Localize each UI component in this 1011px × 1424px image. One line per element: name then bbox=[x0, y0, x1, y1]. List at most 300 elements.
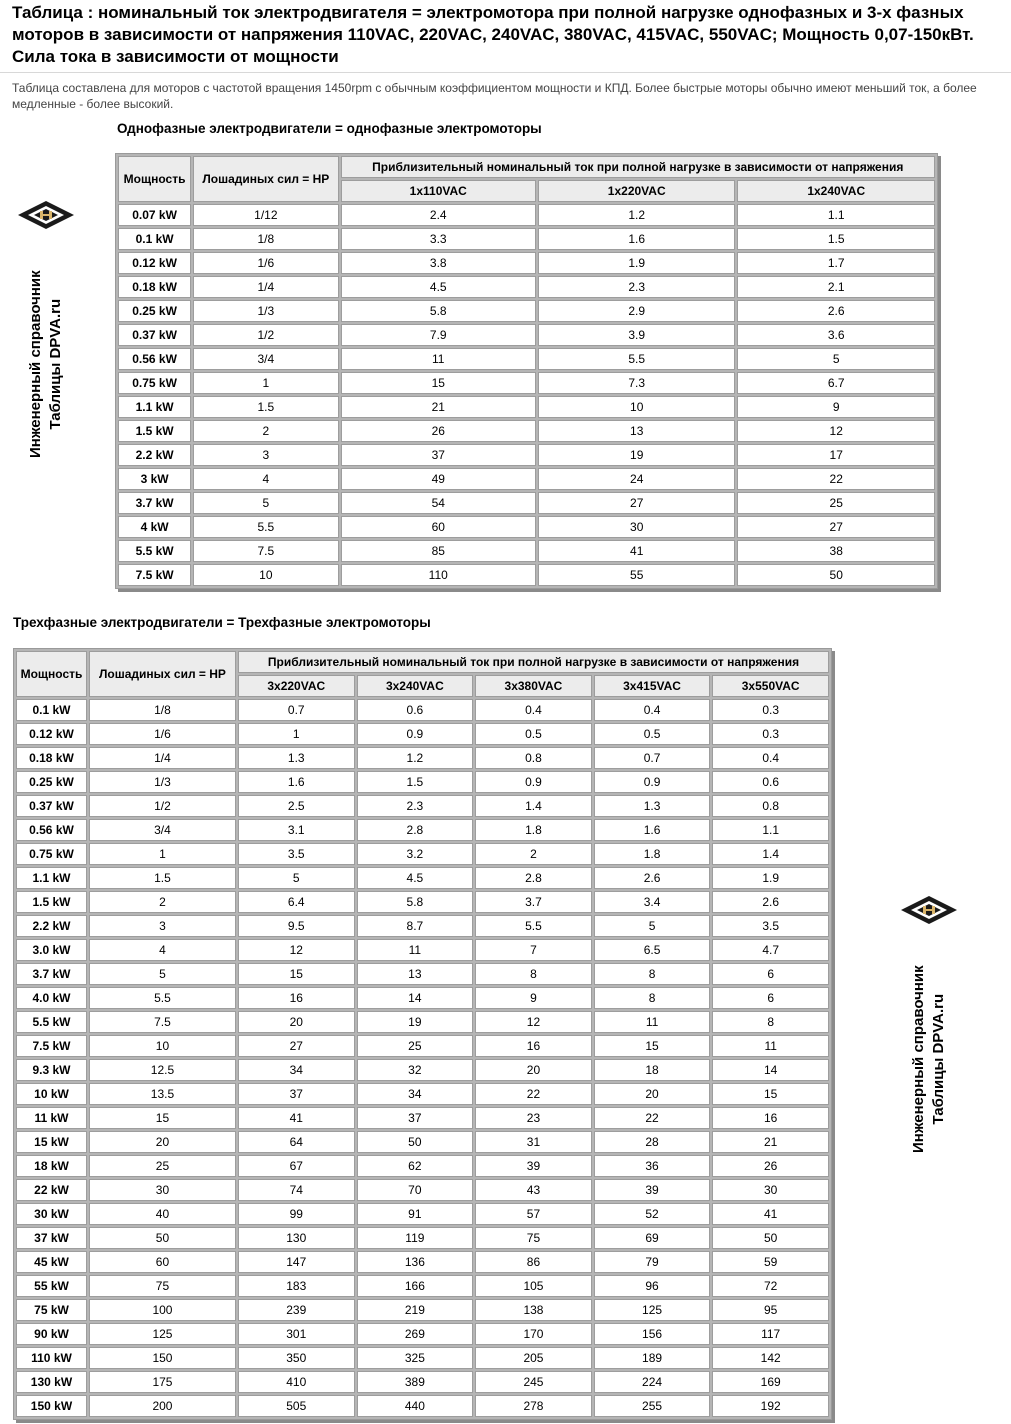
current-cell: 31 bbox=[475, 1131, 592, 1153]
hp-cell: 1/6 bbox=[193, 252, 338, 274]
table-row bbox=[118, 492, 935, 514]
current-cell: 96 bbox=[594, 1275, 711, 1297]
table-row bbox=[16, 795, 829, 817]
current-cell: 24 bbox=[538, 468, 735, 490]
power-cell: 2.2 kW bbox=[16, 915, 87, 937]
table-row bbox=[16, 1035, 829, 1057]
table-row bbox=[16, 915, 829, 937]
current-cell: 269 bbox=[357, 1323, 474, 1345]
table-row bbox=[118, 324, 935, 346]
current-cell: 59 bbox=[712, 1251, 829, 1273]
table-row bbox=[118, 348, 935, 370]
current-cell: 245 bbox=[475, 1371, 592, 1393]
current-cell: 0.4 bbox=[475, 699, 592, 721]
current-cell: 5.8 bbox=[341, 300, 536, 322]
power-cell: 18 kW bbox=[16, 1155, 87, 1177]
current-cell: 60 bbox=[341, 516, 536, 538]
current-cell: 166 bbox=[357, 1275, 474, 1297]
current-cell: 22 bbox=[475, 1083, 592, 1105]
current-cell: 15 bbox=[341, 372, 536, 394]
current-cell: 36 bbox=[594, 1155, 711, 1177]
current-cell: 3.5 bbox=[712, 915, 829, 937]
power-cell: 0.07 kW bbox=[118, 204, 191, 226]
hp-cell: 4 bbox=[193, 468, 338, 490]
current-cell: 169 bbox=[712, 1371, 829, 1393]
current-cell: 0.3 bbox=[712, 723, 829, 745]
current-cell: 12 bbox=[737, 420, 935, 442]
table-row bbox=[16, 819, 829, 841]
current-cell: 2.8 bbox=[357, 819, 474, 841]
hp-cell: 1/8 bbox=[193, 228, 338, 250]
table-row bbox=[16, 1107, 829, 1129]
current-cell: 7.9 bbox=[341, 324, 536, 346]
current-cell: 1.2 bbox=[538, 204, 735, 226]
current-cell: 0.4 bbox=[712, 747, 829, 769]
current-cell: 5 bbox=[238, 867, 355, 889]
hp-cell: 100 bbox=[89, 1299, 236, 1321]
current-cell: 22 bbox=[594, 1107, 711, 1129]
current-cell: 50 bbox=[357, 1131, 474, 1153]
hp-cell: 1 bbox=[193, 372, 338, 394]
current-cell: 85 bbox=[341, 540, 536, 562]
current-cell: 17 bbox=[737, 444, 935, 466]
current-cell: 2 bbox=[475, 843, 592, 865]
current-cell: 9 bbox=[475, 987, 592, 1009]
current-cell: 0.9 bbox=[594, 771, 711, 793]
current-cell: 41 bbox=[538, 540, 735, 562]
current-cell: 0.5 bbox=[475, 723, 592, 745]
current-cell: 440 bbox=[357, 1395, 474, 1417]
hp-cell: 1.5 bbox=[89, 867, 236, 889]
header-hp: Лошадиных сил = HP bbox=[193, 156, 338, 202]
current-cell: 4.5 bbox=[357, 867, 474, 889]
hp-cell: 1/4 bbox=[89, 747, 236, 769]
single-phase-title: Однофазные электродвигатели = однофазные электромоторы bbox=[117, 121, 542, 136]
header-current: Приблизительный номинальный ток при полной нагрузке в зависимости от напряжения bbox=[341, 156, 935, 178]
power-cell: 0.18 kW bbox=[118, 276, 191, 298]
current-cell: 6 bbox=[712, 963, 829, 985]
hp-cell: 5.5 bbox=[193, 516, 338, 538]
current-cell: 49 bbox=[341, 468, 536, 490]
current-cell: 27 bbox=[238, 1035, 355, 1057]
page-title: Таблица : номинальный ток электродвигателя = электромотора при полной нагрузке однофазных и 3-х фазных моторов в зависимости от напряжения 110VAC, 220VAC, 240VAC, 380VAC, 415VAC, 550VAC; Мощность 0,07-150кВт. Сила тока в зависимости от мощности bbox=[12, 3, 974, 66]
current-cell: 3.3 bbox=[341, 228, 536, 250]
power-cell: 37 kW bbox=[16, 1227, 87, 1249]
table-row bbox=[16, 723, 829, 745]
header-voltage: 3x380VAC bbox=[475, 675, 592, 697]
current-cell: 27 bbox=[737, 516, 935, 538]
hp-cell: 1/3 bbox=[89, 771, 236, 793]
power-cell: 4.0 kW bbox=[16, 987, 87, 1009]
table-row bbox=[16, 1011, 829, 1033]
table-row bbox=[16, 1299, 829, 1321]
power-cell: 5.5 kW bbox=[118, 540, 191, 562]
current-cell: 18 bbox=[594, 1059, 711, 1081]
current-cell: 130 bbox=[238, 1227, 355, 1249]
hp-cell: 1/8 bbox=[89, 699, 236, 721]
current-cell: 95 bbox=[712, 1299, 829, 1321]
hp-cell: 200 bbox=[89, 1395, 236, 1417]
single-phase-table bbox=[115, 153, 938, 589]
table-row bbox=[118, 396, 935, 418]
current-cell: 9 bbox=[737, 396, 935, 418]
current-cell: 3.6 bbox=[737, 324, 935, 346]
divider bbox=[0, 72, 1011, 73]
current-cell: 5.8 bbox=[357, 891, 474, 913]
current-cell: 34 bbox=[238, 1059, 355, 1081]
current-cell: 183 bbox=[238, 1275, 355, 1297]
current-cell: 0.8 bbox=[475, 747, 592, 769]
power-cell: 3.7 kW bbox=[16, 963, 87, 985]
table-row bbox=[118, 564, 935, 586]
power-cell: 1.1 kW bbox=[118, 396, 191, 418]
current-cell: 41 bbox=[712, 1203, 829, 1225]
power-cell: 0.12 kW bbox=[118, 252, 191, 274]
current-cell: 21 bbox=[341, 396, 536, 418]
current-cell: 20 bbox=[594, 1083, 711, 1105]
power-cell: 30 kW bbox=[16, 1203, 87, 1225]
hp-cell: 3 bbox=[89, 915, 236, 937]
power-cell: 0.75 kW bbox=[16, 843, 87, 865]
current-cell: 2.8 bbox=[475, 867, 592, 889]
current-cell: 79 bbox=[594, 1251, 711, 1273]
current-cell: 70 bbox=[357, 1179, 474, 1201]
power-cell: 130 kW bbox=[16, 1371, 87, 1393]
table-row bbox=[16, 771, 829, 793]
current-cell: 3.1 bbox=[238, 819, 355, 841]
current-cell: 2.6 bbox=[712, 891, 829, 913]
current-cell: 52 bbox=[594, 1203, 711, 1225]
hp-cell: 1/6 bbox=[89, 723, 236, 745]
header-hp: Лошадиных сил = HP bbox=[89, 651, 236, 697]
current-cell: 205 bbox=[475, 1347, 592, 1369]
current-cell: 39 bbox=[475, 1155, 592, 1177]
header-voltage: 3x240VAC bbox=[357, 675, 474, 697]
hp-cell: 1.5 bbox=[193, 396, 338, 418]
current-cell: 20 bbox=[238, 1011, 355, 1033]
power-cell: 0.56 kW bbox=[118, 348, 191, 370]
current-cell: 3.8 bbox=[341, 252, 536, 274]
current-cell: 10 bbox=[538, 396, 735, 418]
current-cell: 54 bbox=[341, 492, 536, 514]
current-cell: 119 bbox=[357, 1227, 474, 1249]
current-cell: 6.7 bbox=[737, 372, 935, 394]
current-cell: 5 bbox=[594, 915, 711, 937]
current-cell: 3.7 bbox=[475, 891, 592, 913]
current-cell: 1.4 bbox=[475, 795, 592, 817]
current-cell: 2.3 bbox=[538, 276, 735, 298]
current-cell: 7.3 bbox=[538, 372, 735, 394]
current-cell: 15 bbox=[712, 1083, 829, 1105]
table-row bbox=[16, 867, 829, 889]
header-voltage: 1x240VAC bbox=[737, 180, 935, 202]
current-cell: 5.5 bbox=[538, 348, 735, 370]
current-cell: 37 bbox=[341, 444, 536, 466]
current-cell: 27 bbox=[538, 492, 735, 514]
current-cell: 11 bbox=[594, 1011, 711, 1033]
current-cell: 189 bbox=[594, 1347, 711, 1369]
hp-cell: 1 bbox=[89, 843, 236, 865]
power-cell: 150 kW bbox=[16, 1395, 87, 1417]
current-cell: 86 bbox=[475, 1251, 592, 1273]
current-cell: 0.6 bbox=[357, 699, 474, 721]
current-cell: 0.3 bbox=[712, 699, 829, 721]
current-cell: 99 bbox=[238, 1203, 355, 1225]
current-cell: 278 bbox=[475, 1395, 592, 1417]
current-cell: 16 bbox=[475, 1035, 592, 1057]
watermark-text: Инженерный справочник Таблицы DPVA.ru bbox=[27, 270, 64, 458]
table-row bbox=[16, 1347, 829, 1369]
hp-cell: 3/4 bbox=[193, 348, 338, 370]
current-cell: 11 bbox=[357, 939, 474, 961]
header-voltage: 3x550VAC bbox=[712, 675, 829, 697]
hp-cell: 20 bbox=[89, 1131, 236, 1153]
header-current: Приблизительный номинальный ток при полной нагрузке в зависимости от напряжения bbox=[238, 651, 829, 673]
power-cell: 55 kW bbox=[16, 1275, 87, 1297]
power-cell: 3 kW bbox=[118, 468, 191, 490]
power-cell: 10 kW bbox=[16, 1083, 87, 1105]
power-cell: 0.37 kW bbox=[16, 795, 87, 817]
current-cell: 34 bbox=[357, 1083, 474, 1105]
hp-cell: 50 bbox=[89, 1227, 236, 1249]
current-cell: 37 bbox=[238, 1083, 355, 1105]
current-cell: 14 bbox=[357, 987, 474, 1009]
current-cell: 2.3 bbox=[357, 795, 474, 817]
power-cell: 4 kW bbox=[118, 516, 191, 538]
current-cell: 69 bbox=[594, 1227, 711, 1249]
header-power: Мощность bbox=[16, 651, 87, 697]
current-cell: 6.5 bbox=[594, 939, 711, 961]
current-cell: 350 bbox=[238, 1347, 355, 1369]
current-cell: 13 bbox=[357, 963, 474, 985]
current-cell: 1.6 bbox=[238, 771, 355, 793]
hp-cell: 3/4 bbox=[89, 819, 236, 841]
hp-cell: 5.5 bbox=[89, 987, 236, 1009]
current-cell: 3.5 bbox=[238, 843, 355, 865]
hp-cell: 1/12 bbox=[193, 204, 338, 226]
current-cell: 72 bbox=[712, 1275, 829, 1297]
hp-cell: 5 bbox=[193, 492, 338, 514]
current-cell: 110 bbox=[341, 564, 536, 586]
current-cell: 1 bbox=[238, 723, 355, 745]
hp-cell: 1/2 bbox=[193, 324, 338, 346]
current-cell: 4.5 bbox=[341, 276, 536, 298]
current-cell: 15 bbox=[238, 963, 355, 985]
current-cell: 67 bbox=[238, 1155, 355, 1177]
current-cell: 50 bbox=[737, 564, 935, 586]
hp-cell: 4 bbox=[89, 939, 236, 961]
current-cell: 3.4 bbox=[594, 891, 711, 913]
current-cell: 43 bbox=[475, 1179, 592, 1201]
current-cell: 5 bbox=[737, 348, 935, 370]
current-cell: 0.5 bbox=[594, 723, 711, 745]
current-cell: 12 bbox=[238, 939, 355, 961]
current-cell: 301 bbox=[238, 1323, 355, 1345]
power-cell: 45 kW bbox=[16, 1251, 87, 1273]
current-cell: 8 bbox=[594, 987, 711, 1009]
power-cell: 90 kW bbox=[16, 1323, 87, 1345]
current-cell: 91 bbox=[357, 1203, 474, 1225]
current-cell: 3.9 bbox=[538, 324, 735, 346]
current-cell: 0.9 bbox=[357, 723, 474, 745]
table-row bbox=[16, 1203, 829, 1225]
current-cell: 1.1 bbox=[712, 819, 829, 841]
power-cell: 9.3 kW bbox=[16, 1059, 87, 1081]
table-row bbox=[16, 963, 829, 985]
hp-cell: 3 bbox=[193, 444, 338, 466]
table-row bbox=[16, 939, 829, 961]
table-row bbox=[16, 1251, 829, 1273]
current-cell: 325 bbox=[357, 1347, 474, 1369]
current-cell: 6.4 bbox=[238, 891, 355, 913]
hp-cell: 15 bbox=[89, 1107, 236, 1129]
current-cell: 19 bbox=[538, 444, 735, 466]
current-cell: 12 bbox=[475, 1011, 592, 1033]
hp-cell: 60 bbox=[89, 1251, 236, 1273]
current-cell: 1.7 bbox=[737, 252, 935, 274]
current-cell: 239 bbox=[238, 1299, 355, 1321]
table-row bbox=[118, 300, 935, 322]
current-cell: 0.7 bbox=[238, 699, 355, 721]
current-cell: 1.2 bbox=[357, 747, 474, 769]
hp-cell: 5 bbox=[89, 963, 236, 985]
current-cell: 0.9 bbox=[475, 771, 592, 793]
hp-cell: 7.5 bbox=[89, 1011, 236, 1033]
current-cell: 170 bbox=[475, 1323, 592, 1345]
table-row bbox=[118, 444, 935, 466]
current-cell: 156 bbox=[594, 1323, 711, 1345]
hp-cell: 2 bbox=[193, 420, 338, 442]
current-cell: 26 bbox=[712, 1155, 829, 1177]
current-cell: 125 bbox=[594, 1299, 711, 1321]
current-cell: 8 bbox=[594, 963, 711, 985]
current-cell: 0.4 bbox=[594, 699, 711, 721]
power-cell: 2.2 kW bbox=[118, 444, 191, 466]
current-cell: 62 bbox=[357, 1155, 474, 1177]
table-row bbox=[118, 204, 935, 226]
current-cell: 64 bbox=[238, 1131, 355, 1153]
current-cell: 1.6 bbox=[538, 228, 735, 250]
current-cell: 15 bbox=[594, 1035, 711, 1057]
current-cell: 21 bbox=[712, 1131, 829, 1153]
current-cell: 25 bbox=[357, 1035, 474, 1057]
current-cell: 22 bbox=[737, 468, 935, 490]
hp-cell: 40 bbox=[89, 1203, 236, 1225]
current-cell: 75 bbox=[475, 1227, 592, 1249]
current-cell: 1.1 bbox=[737, 204, 935, 226]
current-cell: 39 bbox=[594, 1179, 711, 1201]
current-cell: 1.9 bbox=[538, 252, 735, 274]
current-cell: 50 bbox=[712, 1227, 829, 1249]
current-cell: 505 bbox=[238, 1395, 355, 1417]
current-cell: 219 bbox=[357, 1299, 474, 1321]
table-row bbox=[16, 1083, 829, 1105]
current-cell: 0.7 bbox=[594, 747, 711, 769]
current-cell: 138 bbox=[475, 1299, 592, 1321]
power-cell: 0.12 kW bbox=[16, 723, 87, 745]
power-cell: 3.0 kW bbox=[16, 939, 87, 961]
power-cell: 0.75 kW bbox=[118, 372, 191, 394]
three-phase-title: Трехфазные электродвигатели = Трехфазные электромоторы bbox=[13, 615, 431, 630]
table-row bbox=[16, 1227, 829, 1249]
power-cell: 0.25 kW bbox=[118, 300, 191, 322]
power-cell: 5.5 kW bbox=[16, 1011, 87, 1033]
power-cell: 22 kW bbox=[16, 1179, 87, 1201]
table-row bbox=[118, 372, 935, 394]
table-row bbox=[16, 1395, 829, 1417]
hp-cell: 175 bbox=[89, 1371, 236, 1393]
current-cell: 1.6 bbox=[594, 819, 711, 841]
table-row bbox=[16, 1275, 829, 1297]
current-cell: 30 bbox=[712, 1179, 829, 1201]
current-cell: 224 bbox=[594, 1371, 711, 1393]
current-cell: 7 bbox=[475, 939, 592, 961]
current-cell: 1.3 bbox=[594, 795, 711, 817]
power-cell: 1.5 kW bbox=[118, 420, 191, 442]
dpva-logo-icon bbox=[899, 895, 959, 925]
current-cell: 38 bbox=[737, 540, 935, 562]
power-cell: 7.5 kW bbox=[16, 1035, 87, 1057]
hp-cell: 125 bbox=[89, 1323, 236, 1345]
current-cell: 8 bbox=[475, 963, 592, 985]
current-cell: 1.5 bbox=[357, 771, 474, 793]
current-cell: 0.6 bbox=[712, 771, 829, 793]
current-cell: 16 bbox=[238, 987, 355, 1009]
current-cell: 8.7 bbox=[357, 915, 474, 937]
current-cell: 20 bbox=[475, 1059, 592, 1081]
current-cell: 5.5 bbox=[475, 915, 592, 937]
current-cell: 1.9 bbox=[712, 867, 829, 889]
power-cell: 11 kW bbox=[16, 1107, 87, 1129]
power-cell: 3.7 kW bbox=[118, 492, 191, 514]
hp-cell: 75 bbox=[89, 1275, 236, 1297]
current-cell: 0.8 bbox=[712, 795, 829, 817]
hp-cell: 13.5 bbox=[89, 1083, 236, 1105]
hp-cell: 150 bbox=[89, 1347, 236, 1369]
three-phase-table bbox=[13, 648, 832, 1420]
current-cell: 19 bbox=[357, 1011, 474, 1033]
current-cell: 8 bbox=[712, 1011, 829, 1033]
hp-cell: 1/3 bbox=[193, 300, 338, 322]
power-cell: 0.25 kW bbox=[16, 771, 87, 793]
power-cell: 0.37 kW bbox=[118, 324, 191, 346]
table-row bbox=[118, 252, 935, 274]
current-cell: 41 bbox=[238, 1107, 355, 1129]
watermark-text: Инженерный справочник Таблицы DPVA.ru bbox=[910, 965, 947, 1153]
current-cell: 57 bbox=[475, 1203, 592, 1225]
current-cell: 2.5 bbox=[238, 795, 355, 817]
table-row bbox=[118, 420, 935, 442]
header-power: Мощность bbox=[118, 156, 191, 202]
hp-cell: 12.5 bbox=[89, 1059, 236, 1081]
table-row bbox=[16, 747, 829, 769]
current-cell: 1.3 bbox=[238, 747, 355, 769]
hp-cell: 25 bbox=[89, 1155, 236, 1177]
current-cell: 2.6 bbox=[737, 300, 935, 322]
current-cell: 2.9 bbox=[538, 300, 735, 322]
current-cell: 32 bbox=[357, 1059, 474, 1081]
table-row bbox=[16, 699, 829, 721]
current-cell: 26 bbox=[341, 420, 536, 442]
hp-cell: 10 bbox=[193, 564, 338, 586]
table-row bbox=[16, 843, 829, 865]
power-cell: 0.1 kW bbox=[16, 699, 87, 721]
hp-cell: 10 bbox=[89, 1035, 236, 1057]
table-row bbox=[118, 228, 935, 250]
current-cell: 192 bbox=[712, 1395, 829, 1417]
hp-cell: 2 bbox=[89, 891, 236, 913]
table-row bbox=[118, 276, 935, 298]
